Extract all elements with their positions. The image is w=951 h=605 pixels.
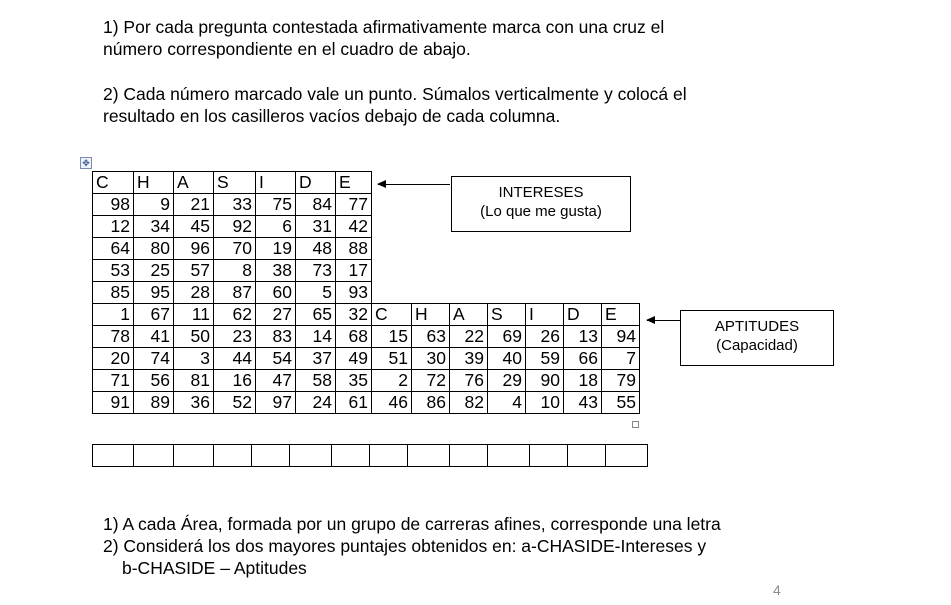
aptitudes-number-cell[interactable]: 69 <box>488 326 526 348</box>
intereses-number-cell[interactable]: 1 <box>93 304 134 326</box>
aptitudes-number-cell[interactable]: 39 <box>450 348 488 370</box>
sum-box-input[interactable] <box>450 445 488 467</box>
sum-box-input[interactable] <box>606 445 648 467</box>
intereses-number-cell[interactable]: 70 <box>214 238 256 260</box>
intereses-number-cell[interactable]: 11 <box>174 304 214 326</box>
intereses-number-cell[interactable]: 6 <box>256 216 296 238</box>
aptitudes-header-cell: C <box>372 304 412 326</box>
aptitudes-number-cell[interactable]: 40 <box>488 348 526 370</box>
intereses-number-cell[interactable]: 37 <box>296 348 336 370</box>
sum-box-input[interactable] <box>488 445 530 467</box>
intereses-number-cell[interactable]: 98 <box>93 194 134 216</box>
empty-cell <box>412 238 450 260</box>
aptitudes-number-cell[interactable]: 26 <box>526 326 564 348</box>
intereses-header-cell: H <box>134 172 174 194</box>
aptitudes-number-cell[interactable]: 2 <box>372 370 412 392</box>
intereses-number-cell[interactable]: 95 <box>134 282 174 304</box>
intereses-number-cell[interactable]: 38 <box>256 260 296 282</box>
intereses-number-cell[interactable]: 14 <box>296 326 336 348</box>
intereses-number-cell[interactable]: 34 <box>134 216 174 238</box>
sum-box-input[interactable] <box>134 445 174 467</box>
aptitudes-number-cell[interactable]: 86 <box>412 392 450 414</box>
instruction-step-2 <box>103 83 687 127</box>
aptitudes-header-cell: A <box>450 304 488 326</box>
intereses-title: INTERESES <box>498 184 584 201</box>
aptitudes-header-cell: I <box>526 304 564 326</box>
intereses-number-cell[interactable]: 50 <box>174 326 214 348</box>
intereses-number-cell[interactable]: 80 <box>134 238 174 260</box>
sum-box-input[interactable] <box>530 445 568 467</box>
intereses-number-cell[interactable]: 17 <box>336 260 372 282</box>
intereses-number-cell[interactable]: 33 <box>214 194 256 216</box>
sum-box-input[interactable] <box>408 445 450 467</box>
empty-cell <box>488 282 526 304</box>
sum-box-input[interactable] <box>290 445 332 467</box>
aptitudes-number-cell[interactable]: 46 <box>372 392 412 414</box>
aptitudes-subtitle: (Capacidad) <box>716 337 798 354</box>
empty-cell <box>412 216 450 238</box>
intereses-number-cell[interactable]: 23 <box>214 326 256 348</box>
intereses-number-cell[interactable]: 53 <box>93 260 134 282</box>
intereses-number-cell[interactable]: 60 <box>256 282 296 304</box>
intereses-label-box <box>451 176 631 232</box>
aptitudes-label-box <box>680 310 834 366</box>
empty-cell <box>412 260 450 282</box>
intereses-number-cell[interactable]: 20 <box>93 348 134 370</box>
empty-cell <box>450 282 488 304</box>
intereses-number-cell[interactable]: 84 <box>296 194 336 216</box>
intereses-number-cell[interactable]: 87 <box>214 282 256 304</box>
intereses-header-cell: E <box>336 172 372 194</box>
sum-box-input[interactable] <box>174 445 214 467</box>
page-number: 4 <box>773 582 781 598</box>
intereses-subtitle: (Lo que me gusta) <box>480 203 602 220</box>
intereses-number-cell[interactable]: 3 <box>174 348 214 370</box>
intereses-number-cell[interactable]: 25 <box>134 260 174 282</box>
aptitudes-number-cell[interactable]: 22 <box>450 326 488 348</box>
intereses-number-cell[interactable]: 85 <box>93 282 134 304</box>
table-row <box>93 392 640 414</box>
intereses-number-cell[interactable]: 9 <box>134 194 174 216</box>
aptitudes-number-cell[interactable]: 43 <box>564 392 602 414</box>
aptitudes-number-cell[interactable]: 63 <box>412 326 450 348</box>
aptitudes-number-cell[interactable]: 94 <box>602 326 640 348</box>
sum-box-input[interactable] <box>93 445 134 467</box>
empty-cell <box>372 260 412 282</box>
intereses-number-cell[interactable]: 24 <box>296 392 336 414</box>
empty-cell <box>564 238 602 260</box>
sum-box-input[interactable] <box>214 445 252 467</box>
empty-cell <box>450 260 488 282</box>
table-row <box>93 348 640 370</box>
intereses-number-cell[interactable]: 74 <box>134 348 174 370</box>
sum-box-input[interactable] <box>332 445 370 467</box>
instruction-2-line-1: 2) Cada número marcado vale un punto. Súmalos verticalmente y colocá el <box>103 84 687 104</box>
aptitudes-header-cell: D <box>564 304 602 326</box>
sum-boxes-row <box>92 444 648 467</box>
intereses-number-cell[interactable]: 64 <box>93 238 134 260</box>
instruction-2-line-2: resultado en los casilleros vacíos debajo de cada columna. <box>103 106 561 126</box>
intereses-number-cell[interactable]: 44 <box>214 348 256 370</box>
intereses-number-cell[interactable]: 93 <box>336 282 372 304</box>
intereses-number-cell[interactable]: 56 <box>134 370 174 392</box>
intereses-number-cell[interactable]: 21 <box>174 194 214 216</box>
table-row <box>93 326 640 348</box>
intereses-number-cell[interactable]: 47 <box>256 370 296 392</box>
aptitudes-number-cell[interactable]: 30 <box>412 348 450 370</box>
intereses-number-cell[interactable]: 45 <box>174 216 214 238</box>
intereses-number-cell[interactable]: 89 <box>134 392 174 414</box>
aptitudes-number-cell[interactable]: 66 <box>564 348 602 370</box>
intereses-header-cell: C <box>93 172 134 194</box>
empty-cell <box>488 260 526 282</box>
intereses-number-cell[interactable]: 27 <box>256 304 296 326</box>
sum-box-input[interactable] <box>370 445 408 467</box>
table-row <box>93 238 640 260</box>
intereses-number-cell[interactable]: 8 <box>214 260 256 282</box>
intereses-number-cell[interactable]: 49 <box>336 348 372 370</box>
empty-cell <box>450 238 488 260</box>
empty-cell <box>372 282 412 304</box>
empty-cell <box>372 194 412 216</box>
aptitudes-number-cell[interactable]: 4 <box>488 392 526 414</box>
aptitudes-number-cell[interactable]: 90 <box>526 370 564 392</box>
intereses-number-cell[interactable]: 81 <box>174 370 214 392</box>
aptitudes-title: APTITUDES <box>714 318 800 335</box>
empty-cell <box>602 238 640 260</box>
intereses-number-cell[interactable]: 77 <box>336 194 372 216</box>
aptitudes-number-cell[interactable]: 72 <box>412 370 450 392</box>
intereses-header-cell: D <box>296 172 336 194</box>
intereses-number-cell[interactable]: 71 <box>93 370 134 392</box>
aptitudes-header-cell: E <box>602 304 640 326</box>
empty-cell <box>372 216 412 238</box>
instruction-1-line-2: número correspondiente en el cuadro de abajo. <box>103 39 471 59</box>
intereses-header-cell: I <box>256 172 296 194</box>
sum-box-input[interactable] <box>252 445 290 467</box>
intereses-number-cell[interactable]: 12 <box>93 216 134 238</box>
intereses-header-cell: A <box>174 172 214 194</box>
intereses-number-cell[interactable]: 52 <box>214 392 256 414</box>
empty-cell <box>488 238 526 260</box>
table-resize-handle[interactable] <box>632 421 639 428</box>
table-row <box>93 260 640 282</box>
table-row <box>93 370 640 392</box>
table-row <box>93 304 640 326</box>
empty-cell <box>372 238 412 260</box>
aptitudes-number-cell[interactable]: 15 <box>372 326 412 348</box>
intereses-number-cell[interactable]: 68 <box>336 326 372 348</box>
intereses-number-cell[interactable]: 28 <box>174 282 214 304</box>
instruction-step-1 <box>103 16 664 60</box>
aptitudes-number-cell[interactable]: 59 <box>526 348 564 370</box>
footer-note-2: 2) Considerá los dos mayores puntajes obtenidos en: a-CHASIDE-Intereses y <box>103 536 707 556</box>
intereses-number-cell[interactable]: 32 <box>336 304 372 326</box>
footer-notes <box>103 513 721 579</box>
intereses-number-cell[interactable]: 96 <box>174 238 214 260</box>
intereses-number-cell[interactable]: 5 <box>296 282 336 304</box>
intereses-number-cell[interactable]: 78 <box>93 326 134 348</box>
move-handle-icon[interactable]: ✥ <box>80 157 92 169</box>
empty-cell <box>412 194 450 216</box>
empty-cell <box>526 282 564 304</box>
intereses-number-cell[interactable]: 65 <box>296 304 336 326</box>
aptitudes-header-cell: S <box>488 304 526 326</box>
empty-cell <box>412 172 450 194</box>
intereses-number-cell[interactable]: 35 <box>336 370 372 392</box>
aptitudes-number-cell[interactable]: 76 <box>450 370 488 392</box>
intereses-number-cell[interactable]: 62 <box>214 304 256 326</box>
aptitudes-header-cell: H <box>412 304 450 326</box>
empty-cell <box>602 260 640 282</box>
intereses-number-cell[interactable]: 61 <box>336 392 372 414</box>
aptitudes-number-cell[interactable]: 7 <box>602 348 640 370</box>
instruction-1-line-1: 1) Por cada pregunta contestada afirmativamente marca con una cruz el <box>103 17 665 37</box>
intereses-number-cell[interactable]: 57 <box>174 260 214 282</box>
empty-cell <box>564 282 602 304</box>
arrow-left-icon <box>378 184 450 185</box>
intereses-number-cell[interactable]: 41 <box>134 326 174 348</box>
intereses-header-cell: S <box>214 172 256 194</box>
intereses-number-cell[interactable]: 42 <box>336 216 372 238</box>
empty-cell <box>412 282 450 304</box>
intereses-number-cell[interactable]: 31 <box>296 216 336 238</box>
intereses-number-cell[interactable]: 58 <box>296 370 336 392</box>
aptitudes-number-cell[interactable]: 29 <box>488 370 526 392</box>
intereses-number-cell[interactable]: 36 <box>174 392 214 414</box>
aptitudes-number-cell[interactable]: 51 <box>372 348 412 370</box>
intereses-number-cell[interactable]: 97 <box>256 392 296 414</box>
intereses-number-cell[interactable]: 88 <box>336 238 372 260</box>
intereses-number-cell[interactable]: 16 <box>214 370 256 392</box>
sum-box-input[interactable] <box>568 445 606 467</box>
intereses-number-cell[interactable]: 54 <box>256 348 296 370</box>
intereses-number-cell[interactable]: 75 <box>256 194 296 216</box>
aptitudes-number-cell[interactable]: 55 <box>602 392 640 414</box>
empty-cell <box>526 260 564 282</box>
intereses-number-cell[interactable]: 83 <box>256 326 296 348</box>
aptitudes-number-cell[interactable]: 13 <box>564 326 602 348</box>
aptitudes-number-cell[interactable]: 82 <box>450 392 488 414</box>
intereses-number-cell[interactable]: 67 <box>134 304 174 326</box>
empty-cell <box>602 282 640 304</box>
aptitudes-number-cell[interactable]: 79 <box>602 370 640 392</box>
arrow-left-icon <box>647 320 680 321</box>
intereses-number-cell[interactable]: 92 <box>214 216 256 238</box>
empty-cell <box>564 260 602 282</box>
aptitudes-number-cell[interactable]: 18 <box>564 370 602 392</box>
footer-note-1: 1) A cada Área, formada por un grupo de carreras afines, corresponde una letra <box>103 514 721 534</box>
footer-note-3: b-CHASIDE – Aptitudes <box>122 558 307 578</box>
table-row <box>93 282 640 304</box>
intereses-number-cell[interactable]: 48 <box>296 238 336 260</box>
intereses-number-cell[interactable]: 19 <box>256 238 296 260</box>
aptitudes-number-cell[interactable]: 10 <box>526 392 564 414</box>
intereses-number-cell[interactable]: 91 <box>93 392 134 414</box>
intereses-number-cell[interactable]: 73 <box>296 260 336 282</box>
empty-cell <box>526 238 564 260</box>
